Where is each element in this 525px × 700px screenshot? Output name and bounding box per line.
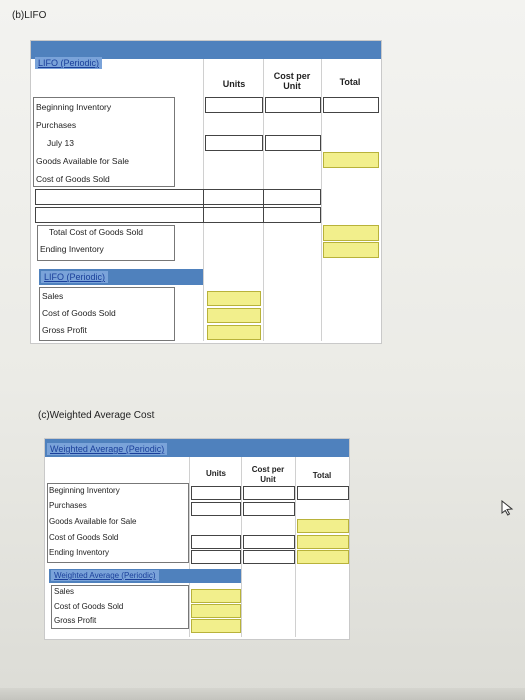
- row-sales: Sales: [42, 291, 64, 301]
- grid-line: [189, 457, 190, 637]
- weighted-summary-link[interactable]: Weighted Average (Periodic): [51, 570, 159, 581]
- col-head-total: Total: [339, 77, 361, 87]
- input-cogs-line-1[interactable]: [35, 189, 321, 205]
- input-c-purch-cpu[interactable]: [243, 502, 295, 516]
- row-ending-inventory: Ending Inventory: [40, 244, 104, 254]
- col-head-total-c: Total: [312, 471, 332, 480]
- row-c-cogs: Cost of Goods Sold: [49, 533, 119, 542]
- input-begin-units[interactable]: [205, 97, 263, 113]
- row-c-beginning: Beginning Inventory: [49, 486, 120, 495]
- row-c-ending: Ending Inventory: [49, 548, 110, 557]
- input-goods-available-total[interactable]: [323, 152, 379, 168]
- input-cogs-line-2[interactable]: [35, 207, 321, 223]
- grid-line: [321, 59, 322, 341]
- col-head-cost-per-unit-c: Cost per Unit: [251, 465, 285, 484]
- lifo-summary-link[interactable]: LIFO (Periodic): [41, 271, 108, 283]
- row-goods-available: Goods Available for Sale: [36, 156, 129, 166]
- input-c-begin-cpu[interactable]: [243, 486, 295, 500]
- input-c-summary-cogs[interactable]: [191, 604, 241, 618]
- input-begin-cpu[interactable]: [265, 97, 321, 113]
- input-c-sales[interactable]: [191, 589, 241, 603]
- input-c-purch-units[interactable]: [191, 502, 241, 516]
- input-c-goods-cpu[interactable]: [243, 535, 295, 549]
- grid-line: [203, 189, 204, 223]
- input-sales[interactable]: [207, 291, 261, 306]
- row-beginning-inventory: Beginning Inventory: [36, 102, 112, 112]
- input-total-cogs[interactable]: [323, 225, 379, 241]
- row-summary-cogs: Cost of Goods Sold: [42, 308, 116, 318]
- input-begin-total[interactable]: [323, 97, 379, 113]
- input-july13-units[interactable]: [205, 135, 263, 151]
- row-c-summary-cogs: Cost of Goods Sold: [54, 602, 124, 611]
- col-head-cost-per-unit: Cost per Unit: [273, 71, 311, 91]
- lifo-header-link[interactable]: LIFO (Periodic): [35, 57, 102, 69]
- row-total-cogs: Total Cost of Goods Sold: [49, 227, 144, 237]
- input-c-ending-total[interactable]: [297, 550, 349, 564]
- row-c-sales: Sales: [54, 587, 75, 596]
- input-summary-cogs[interactable]: [207, 308, 261, 323]
- input-c-ending-cpu[interactable]: [243, 550, 295, 564]
- row-purchases: Purchases: [36, 120, 77, 130]
- mouse-pointer-icon: [500, 500, 514, 516]
- col-head-units-c: Units: [206, 469, 226, 478]
- row-c-gross-profit: Gross Profit: [54, 616, 97, 625]
- row-july-13: July 13: [47, 138, 74, 148]
- input-gross-profit[interactable]: [207, 325, 261, 340]
- input-c-cogs-total[interactable]: [297, 535, 349, 549]
- input-c-begin-total[interactable]: [297, 486, 349, 500]
- lifo-table: [30, 40, 382, 344]
- grid-line: [295, 457, 296, 637]
- section-label-b: (b)LIFO: [12, 10, 47, 21]
- input-c-goods-units[interactable]: [191, 535, 241, 549]
- input-c-ending-units[interactable]: [191, 550, 241, 564]
- input-c-begin-units[interactable]: [191, 486, 241, 500]
- input-july13-cpu[interactable]: [265, 135, 321, 151]
- row-gross-profit: Gross Profit: [42, 325, 87, 335]
- row-cost-of-goods-sold: Cost of Goods Sold: [36, 174, 110, 184]
- weighted-header-link[interactable]: Weighted Average (Periodic): [47, 443, 167, 455]
- input-ending-inventory[interactable]: [323, 242, 379, 258]
- grid-line: [263, 189, 264, 223]
- input-c-purch-total[interactable]: [297, 519, 349, 533]
- row-c-purchases: Purchases: [49, 501, 87, 510]
- bottom-edge: [0, 688, 525, 700]
- row-c-goods-available: Goods Available for Sale: [49, 517, 137, 526]
- col-head-units: Units: [222, 79, 246, 89]
- weighted-table: [44, 438, 350, 640]
- section-label-c: (c)Weighted Average Cost: [38, 410, 155, 421]
- input-c-gross-profit[interactable]: [191, 619, 241, 633]
